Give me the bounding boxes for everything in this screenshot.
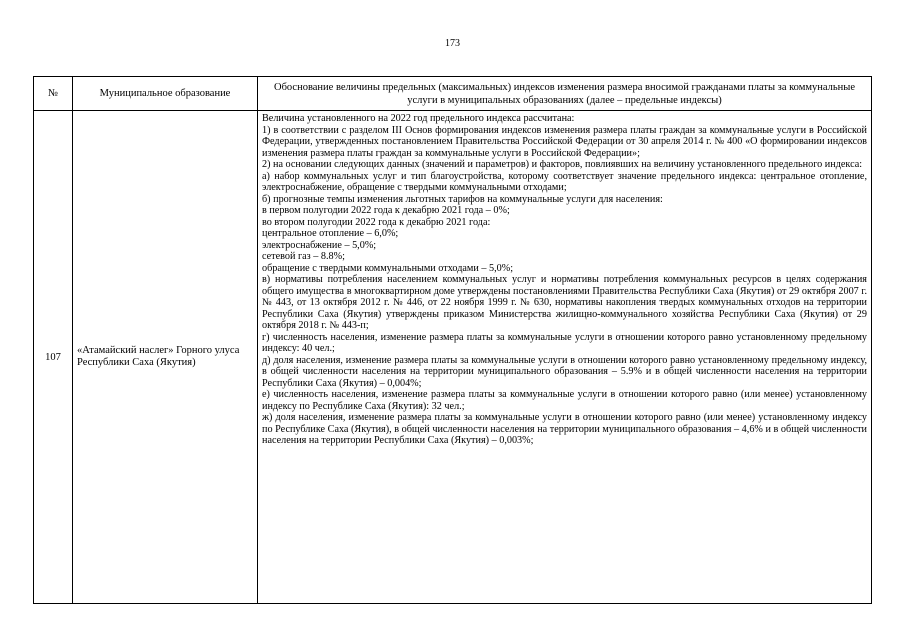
paragraph: г) численность населения, изменение размера платы за коммунальные услуги в отношении которого равно установленному предельному индексу: 40 чел.; [262,331,867,354]
table-row [34,111,872,604]
row-justification [258,111,872,604]
paragraph: ж) доля населения, изменение размера платы за коммунальные услуги в отношении которого равно (или менее) установленному индексу по Республике Саха (Якутия), в общей численности населения на территории муниципального образования – 4,6% и в общей численности населения на территории Республики Саха (Якутия) – 0,003%; [262,412,867,446]
paragraph: в) нормативы потребления населением коммунальных услуг и нормативы потребления коммунальных ресурсов в целях содержания общего имущества в многоквартирном доме утверждены постановлениями Правительства Республики Саха (Якутия) от 29 октября 2007 г. № 443, от 13 октября 2012 г. № 446, от 22 ноября 1999 г. № 630, нормативы накопления твердых коммунальных отходов на территории Республики Саха (Якутия) утверждены приказом Министерства жилищно-коммунального хозяйства Республики Саха (Якутия) от 29 октября 2018 г. № 443-п; [262,274,867,331]
paragraph: электроснабжение – 5,0%; [262,239,377,251]
paragraph: а) набор коммунальных услуг и тип благоустройства, которому соответствует значение предельного индекса: центральное отопление, электроснабжение, обращение с твердыми коммунальными отходами; [262,170,867,193]
header-number: № [34,77,73,111]
row-number: 107 [34,111,73,604]
page-number: 173 [445,38,460,49]
paragraph: Величина установленного на 2022 год предельного индекса рассчитана: [262,113,575,124]
table-header-row [34,77,872,111]
paragraph: 2) на основании следующих данных (значений и параметров) и факторов, повлиявших на величину установленного предельного индекса: [262,159,863,170]
paragraph: 1) в соответствии с разделом III Основ формирования индексов изменения размера платы граждан за коммунальные услуги в Российской Федерации, утвержденных постановлением Правительства Российской Федерации от 30 апреля 2014 г. № 400 «О формировании индексов изменения размера платы граждан за коммунальные услуги в Российской Федерации»; [262,124,867,159]
justification-table [33,76,872,604]
header-municipality: Муниципальное образование [73,77,258,111]
header-justification: Обоснование величины предельных (максимальных) индексов изменения размера вносимой гражданами платы за коммунальные услуги в муниципальных образованиях (далее – предельные индексы) [258,77,872,111]
row-municipality: «Атамайский наслег» Горного улуса Республики Саха (Якутия) [73,111,258,604]
paragraph: во втором полугодии 2022 года к декабрю 2021 года: [262,216,491,228]
paragraph: в первом полугодии 2022 года к декабрю 2021 года – 0%; [262,205,510,216]
paragraph: сетевой газ – 8.8%; [262,251,345,262]
paragraph: д) доля населения, изменение размера платы за коммунальные услуги в отношении которого равно установленному предельному индексу, в общей численности населения на территории муниципального образования – 5.9% и в общей численности населения на территории Республики Саха (Якутия) – 0,004%; [262,354,867,389]
paragraph: б) прогнозные темпы изменения льготных тарифов на коммунальные услуги для населения: [262,193,663,205]
paragraph: обращение с твердыми коммунальными отходами – 5,0%; [262,262,514,274]
paragraph: центральное отопление – 6,0%; [262,228,399,239]
paragraph: е) численность населения, изменение размера платы за коммунальные услуги в отношении которого равно (или менее) установленному индексу по Республике Саха (Якутия): 32 чел.; [262,389,867,412]
